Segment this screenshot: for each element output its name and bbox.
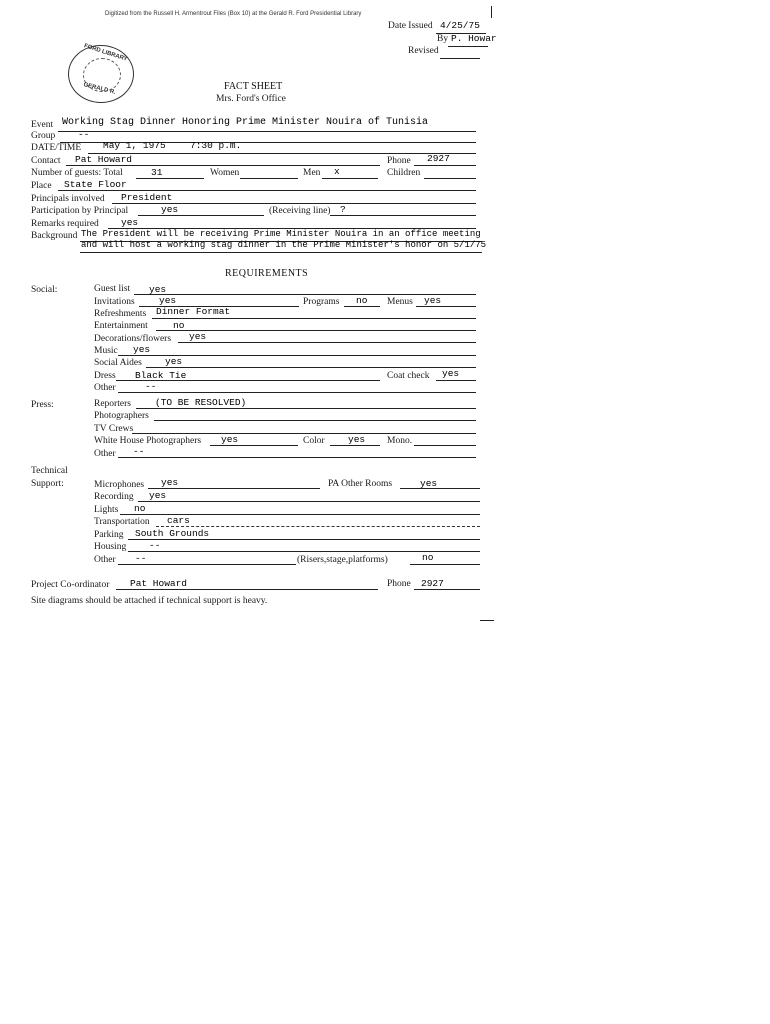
wh-photographers-value: yes <box>221 434 239 445</box>
children-label: Children <box>387 168 421 178</box>
background-rule-2 <box>80 252 482 253</box>
menus-value: yes <box>424 295 442 306</box>
digitization-note: Digitized from the Russell H. Armentrout Files (Box 10) at the Gerald R. Ford Presidential Library <box>105 11 362 17</box>
housing-label: Housing <box>94 542 127 552</box>
contact-value: Pat Howard <box>75 154 133 165</box>
pa-label: PA Other Rooms <box>328 479 393 489</box>
invitations-label: Invitations <box>94 297 135 307</box>
decorations-label: Decorations/flowers <box>94 334 172 344</box>
pa-line <box>400 488 480 489</box>
background-line-1: The President will be receiving Prime Minister Nouira in an office meeting <box>81 229 481 239</box>
decorations-line <box>178 342 476 343</box>
social-aides-value: yes <box>165 356 183 367</box>
place-line <box>58 190 476 191</box>
entertainment-value: no <box>173 320 185 331</box>
press-other-label: Other <box>94 449 116 459</box>
parking-value: South Grounds <box>135 528 210 539</box>
stamp-bottom-text: GERALD R. <box>82 82 117 96</box>
recording-label: Recording <box>94 492 134 502</box>
technical-section-label: Technical <box>31 466 68 476</box>
social-other-value: -- <box>145 381 157 392</box>
programs-value: no <box>356 295 368 306</box>
guests-total-line <box>136 178 204 179</box>
risers-label: (Risers,stage,platforms) <box>297 555 388 565</box>
guest-list-value: yes <box>149 284 167 295</box>
pa-value: yes <box>420 478 438 489</box>
music-label: Music <box>94 346 118 356</box>
coat-check-line <box>436 380 476 381</box>
receiving-label: (Receiving line) <box>269 206 331 216</box>
guests-label: Number of guests: Total <box>31 168 123 178</box>
footer-phone-label: Phone <box>387 579 411 589</box>
date-issued-value: 4/25/75 <box>440 20 480 31</box>
coat-check-value: yes <box>442 368 460 379</box>
group-value: -- <box>78 129 90 140</box>
social-aides-line <box>146 367 476 368</box>
programs-line <box>344 306 380 307</box>
footer-phone-value: 2927 <box>421 578 444 589</box>
support-section-label: Support: <box>31 479 64 489</box>
housing-value: -- <box>149 540 161 551</box>
children-line <box>424 178 476 179</box>
coordinator-label: Project Co-ordinator <box>31 580 110 590</box>
page-edge-mark <box>480 620 494 621</box>
wh-photographers-label: White House Photographers <box>94 436 202 446</box>
social-aides-label: Social Aides <box>94 358 142 368</box>
mono-line <box>414 445 476 446</box>
coordinator-line <box>116 589 378 590</box>
footer-phone-line <box>414 589 480 590</box>
requirements-title: REQUIREMENTS <box>225 268 309 279</box>
by-value: P. Howar <box>451 33 497 44</box>
time-value: 7:30 p.m. <box>190 140 242 151</box>
revised-line <box>440 58 480 59</box>
women-label: Women <box>210 168 240 178</box>
place-label: Place <box>31 181 52 191</box>
site-diagrams-note: Site diagrams should be attached if technical support is heavy. <box>31 596 268 606</box>
microphones-value: yes <box>161 477 179 488</box>
page-title: FACT SHEET <box>224 81 283 92</box>
stamp-top-text: FORD LIBRARY <box>83 43 128 63</box>
revised-label: Revised <box>408 46 439 56</box>
dress-value: Black Tie <box>135 370 187 381</box>
datetime-line <box>88 153 476 154</box>
group-label: Group <box>31 131 56 141</box>
wh-photographers-line <box>210 445 298 446</box>
participation-line <box>138 215 264 216</box>
contact-label: Contact <box>31 156 61 166</box>
transportation-label: Transportation <box>94 517 150 527</box>
phone-value: 2927 <box>427 153 450 164</box>
press-section-label: Press: <box>31 400 54 410</box>
margin-mark <box>491 6 492 18</box>
microphones-label: Microphones <box>94 480 145 490</box>
background-label: Background <box>31 231 78 241</box>
recording-line <box>138 501 480 502</box>
refreshments-value: Dinner Format <box>156 306 231 317</box>
color-line <box>330 445 380 446</box>
parking-line <box>128 539 480 540</box>
guests-total-value: 31 <box>151 167 163 178</box>
photographers-line <box>154 420 476 421</box>
transportation-value: cars <box>167 515 190 526</box>
reporters-label: Reporters <box>94 399 131 409</box>
transportation-line <box>156 526 480 527</box>
principals-value: President <box>121 192 173 203</box>
refreshments-line <box>152 318 476 319</box>
tech-other-value: -- <box>135 553 147 564</box>
receiving-value: ? <box>340 204 346 215</box>
men-label: Men <box>303 168 321 178</box>
date-issued-label: Date Issued <box>388 21 433 31</box>
color-label: Color <box>303 436 325 446</box>
press-other-value: -- <box>133 446 145 457</box>
place-value: State Floor <box>64 179 127 190</box>
principals-label: Principals involved <box>31 194 105 204</box>
date-value: May 1, 1975 <box>103 140 166 151</box>
library-stamp <box>68 45 134 103</box>
phone-label: Phone <box>387 156 411 166</box>
background-line-2: and will host a working stag dinner in the Prime Minister's honor on 5/1/75 <box>81 240 487 250</box>
reporters-line <box>136 408 476 409</box>
menus-label: Menus <box>387 297 413 307</box>
refreshments-label: Refreshments <box>94 309 147 319</box>
music-value: yes <box>133 344 151 355</box>
color-value: yes <box>348 434 366 445</box>
menus-line <box>416 306 476 307</box>
decorations-value: yes <box>189 331 207 342</box>
tv-crews-line <box>132 433 476 434</box>
social-other-line <box>118 392 476 393</box>
contact-line <box>66 165 380 166</box>
remarks-value: yes <box>121 217 139 228</box>
risers-value: no <box>422 552 434 563</box>
programs-label: Programs <box>303 297 340 307</box>
men-value: x <box>334 166 340 177</box>
event-label: Event <box>31 120 54 130</box>
microphones-line <box>148 488 320 489</box>
tech-other-line <box>118 564 296 565</box>
event-line <box>58 131 476 132</box>
reporters-value: (TO BE RESOLVED) <box>155 397 247 408</box>
women-line <box>240 178 298 179</box>
participation-label: Participation by Principal <box>31 206 129 216</box>
coordinator-value: Pat Howard <box>130 578 188 589</box>
press-other-line <box>118 457 476 458</box>
parking-label: Parking <box>94 530 124 540</box>
by-label: By <box>437 34 449 44</box>
by-line <box>448 46 488 47</box>
entertainment-label: Entertainment <box>94 321 148 331</box>
risers-line <box>410 564 480 565</box>
social-other-label: Other <box>94 383 116 393</box>
mono-label: Mono. <box>387 436 413 446</box>
photographers-label: Photographers <box>94 411 149 421</box>
dress-label: Dress <box>94 371 116 381</box>
recording-value: yes <box>149 490 167 501</box>
social-section-label: Social: <box>31 285 58 295</box>
receiving-line <box>330 215 476 216</box>
lights-value: no <box>134 503 146 514</box>
event-value: Working Stag Dinner Honoring Prime Minister Nouira of Tunisia <box>62 117 429 128</box>
men-line <box>322 178 378 179</box>
tech-other-label: Other <box>94 555 116 565</box>
participation-value: yes <box>161 204 179 215</box>
datetime-label: DATE/TIME <box>31 143 82 153</box>
invitations-value: yes <box>159 295 177 306</box>
lights-label: Lights <box>94 505 119 515</box>
remarks-label: Remarks required <box>31 219 99 229</box>
tv-crews-label: TV Crews <box>94 424 134 434</box>
coat-check-label: Coat check <box>387 371 430 381</box>
phone-line <box>414 165 476 166</box>
guest-list-label: Guest list <box>94 284 131 294</box>
page-subtitle: Mrs. Ford's Office <box>216 94 286 104</box>
